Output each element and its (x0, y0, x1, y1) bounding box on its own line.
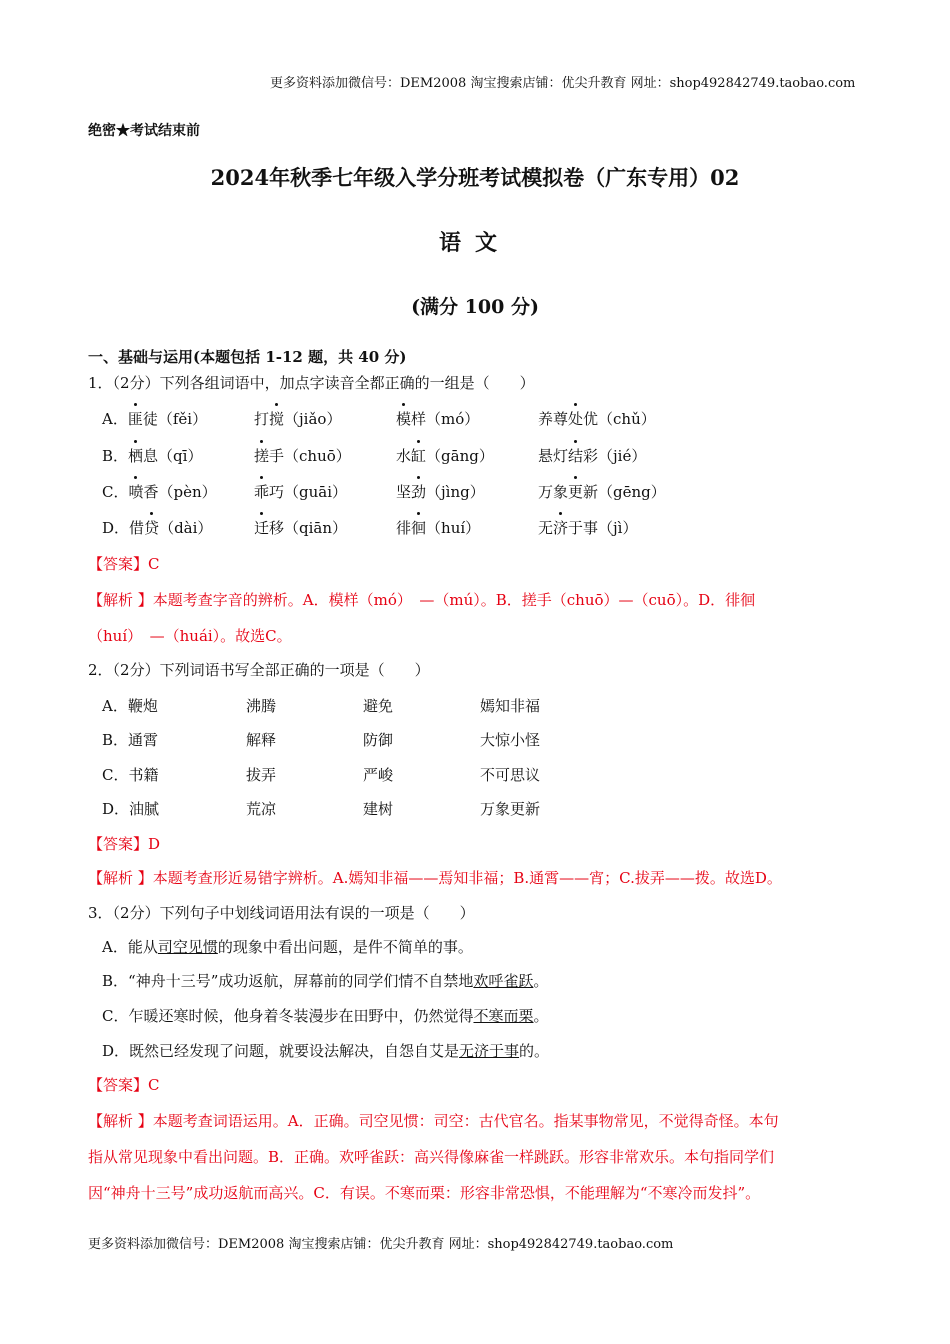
q2-option-c-3: 严峻 (363, 766, 394, 784)
q2-option-c-1: C．书籍 (102, 766, 159, 784)
q2-answer: 【答案】D (88, 835, 161, 853)
q1-option-d-2: 迁移（qiān） (254, 519, 348, 537)
secret-label: 绝密★考试结束前 (88, 123, 200, 139)
q2-option-a-4: 嫣知非福 (480, 697, 541, 715)
q2-option-d-1: D．油腻 (102, 800, 160, 818)
q3-analysis-line2: 指从常见现象中看出问题。B．正确。欢呼雀跃：高兴得像麻雀一样跳跃。形容非常欢乐。本句指同学们 (88, 1148, 775, 1166)
q3-option-a: A．能从司空见惯的现象中看出问题，是件不简单的事。 (102, 938, 473, 956)
q1-option-a: A．匪徒（fěi） (102, 410, 208, 428)
q1-answer: 【答案】C (88, 555, 160, 573)
q3-option-d: D．既然已经发现了问题，就要设法解决，自怨自艾是无济于事的。 (102, 1042, 550, 1060)
q2-option-d-3: 建树 (363, 800, 394, 818)
q2-option-d-2: 荒凉 (246, 800, 277, 818)
q2-option-b-3: 防御 (363, 731, 394, 749)
q1-option-c-4: 万象更新（gēng） (538, 483, 666, 501)
question-1-stem: 1．（2分）下列各组词语中，加点字读音全都正确的一组是（ ） (88, 374, 535, 392)
q2-option-c-2: 拔弄 (246, 766, 277, 784)
footer-note: 更多资料添加微信号：DEM2008 淘宝搜索店铺：优尖升教育 网址：shop492842749.taobao.com (88, 1237, 674, 1252)
section-heading: 一、基础与运用(本题包括 1-12 题，共 40 分) (88, 348, 407, 366)
q1-option-c: C．喷香（pèn） (102, 483, 217, 501)
q2-analysis: 【解析 】本题考查形近易错字辨析。A.嫣知非福——焉知非福；B.通霄——宵；C.拔弄——拨。故选D。 (88, 869, 782, 887)
q1-option-a-3: 模样（mó） (396, 410, 480, 428)
q2-option-a-3: 避免 (363, 697, 394, 715)
q2-option-a-2: 沸腾 (246, 697, 277, 715)
q1-option-b: B．栖息（qī） (102, 447, 203, 465)
q2-option-b-2: 解释 (246, 731, 277, 749)
q2-option-b-1: B．通霄 (102, 731, 159, 749)
q1-option-b-4: 悬灯结彩（jié） (538, 447, 647, 465)
q2-option-d-4: 万象更新 (480, 800, 541, 818)
q1-option-d-4: 无济于事（jì） (538, 519, 638, 537)
q3-answer: 【答案】C (88, 1076, 160, 1094)
page-title: 2024年秋季七年级入学分班考试模拟卷（广东专用）02 (210, 165, 740, 190)
q2-option-c-4: 不可思议 (480, 766, 541, 784)
q3-option-c: C．乍暖还寒时候，他身着冬装漫步在田野中，仍然觉得不寒而栗。 (102, 1007, 549, 1025)
q1-option-b-2: 搓手（chuō） (254, 447, 351, 465)
q1-option-c-2: 乖巧（guāi） (254, 483, 348, 501)
q1-option-d-3: 徘徊（huí） (396, 519, 481, 537)
q2-option-b-4: 大惊小怪 (480, 731, 541, 749)
q3-analysis-line3: 因“神舟十三号”成功返航而高兴。C．有误。不寒而栗：形容非常恐惧，不能理解为“不寒冷而发抖”。 (88, 1184, 761, 1202)
q3-option-b: B．“神舟十三号”成功返航，屏幕前的同学们情不自禁地欢呼雀跃。 (102, 972, 549, 990)
q1-option-c-3: 坚劲（jìng） (396, 483, 485, 501)
full-score: (满分 100 分) (411, 296, 539, 318)
underlined-term: 欢呼雀跃 (473, 972, 534, 990)
underlined-term: 不寒而栗 (473, 1007, 534, 1025)
q1-option-d: D．借贷（dài） (102, 519, 213, 537)
question-2-stem: 2．（2分）下列词语书写全部正确的一项是（ ） (88, 661, 430, 679)
subject-title: 语文 (438, 230, 511, 256)
q1-option-b-3: 水缸（gāng） (396, 447, 494, 465)
underlined-term: 司空见惯 (157, 938, 218, 956)
q1-option-a-2: 打搅（jiǎo） (254, 410, 342, 428)
question-3-stem: 3．（2分）下列句子中划线词语用法有误的一项是（ ） (88, 904, 475, 922)
q3-analysis-line1: 【解析 】本题考查词语运用。A．正确。司空见惯：司空：古代官名。指某事物常见，不觉得奇怪。本句 (88, 1112, 779, 1130)
header-note: 更多资料添加微信号：DEM2008 淘宝搜索店铺：优尖升教育 网址：shop492842749.taobao.com (270, 76, 856, 91)
q1-option-a-4: 养尊处优（chǔ） (538, 410, 656, 428)
q1-analysis-line2: （huí） —（huái）。故选C。 (88, 627, 292, 645)
q2-option-a-1: A．鞭炮 (102, 697, 158, 715)
underlined-term: 无济于事 (459, 1042, 520, 1060)
q1-analysis-line1: 【解析 】本题考查字音的辨析。A．模样（mó） —（mú）。B．搓手（chuō）—（cuō）。D．徘徊 (88, 591, 756, 609)
